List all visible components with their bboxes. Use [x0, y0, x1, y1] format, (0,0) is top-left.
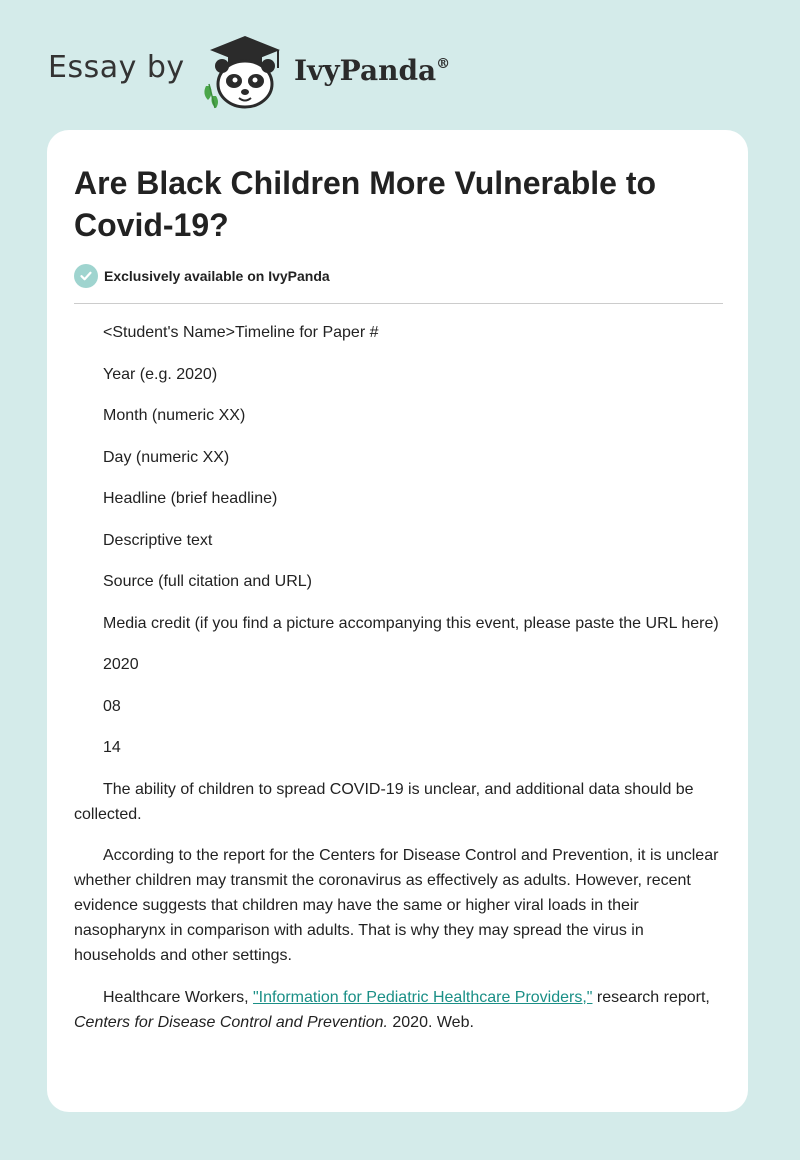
paragraph: 14: [103, 739, 121, 756]
ivypanda-logo-icon[interactable]: [200, 34, 290, 110]
brand-name: IvyPanda: [294, 54, 437, 87]
paragraph: Descriptive text: [103, 531, 213, 549]
registered-mark: ®: [436, 56, 451, 72]
essay-title: Are Black Children More Vulnerable to Covid-19?: [74, 165, 657, 243]
divider: [74, 303, 723, 304]
citation-prefix: Healthcare Workers,: [103, 988, 253, 1006]
citation-link[interactable]: "Information for Pediatric Healthcare Providers,": [252, 988, 593, 1006]
citation-source: Centers for Disease Control and Prevention.: [74, 1013, 388, 1031]
paragraph: Month (numeric XX): [103, 407, 246, 424]
paragraph: Media credit (if you find a picture accompanying this event, please paste the URL here): [103, 614, 719, 632]
essay-card: [47, 130, 748, 1112]
site-header: [0, 0, 800, 130]
checkmark-icon: [74, 264, 98, 288]
citation: [74, 985, 724, 1035]
paragraph: 08: [103, 697, 121, 715]
ivypanda-brand[interactable]: [294, 54, 450, 87]
essay-by-label: Essay by: [48, 50, 185, 85]
paragraph: Headline (brief headline): [103, 490, 278, 507]
paragraph: Source (full citation and URL): [103, 573, 312, 590]
paragraph: Year (e.g. 2020): [103, 365, 218, 383]
paragraph: <Student's Name>Timeline for Paper #: [103, 324, 379, 341]
paragraph: According to the report for the Centers for Disease Control and Prevention, it is unclear whether children may transmit the coronavirus as effectively as adults. However, recent evidence suggests that children may have the same or higher viral loads in their nasopharynx in comparison with adults. That is why they may spread the virus in households and other settings.: [74, 847, 719, 964]
essay-body: [74, 320, 724, 1051]
paragraph: The ability of children to spread COVID-19 is unclear, and additional data should be collected.: [74, 780, 694, 823]
paragraph: 2020: [103, 656, 139, 673]
exclusive-badge-label: Exclusively available on IvyPanda: [104, 268, 330, 284]
citation-middle: research report,: [592, 988, 710, 1006]
paragraph: Day (numeric XX): [103, 448, 230, 466]
citation-suffix: 2020. Web.: [387, 1013, 474, 1031]
exclusive-badge: [74, 264, 330, 288]
